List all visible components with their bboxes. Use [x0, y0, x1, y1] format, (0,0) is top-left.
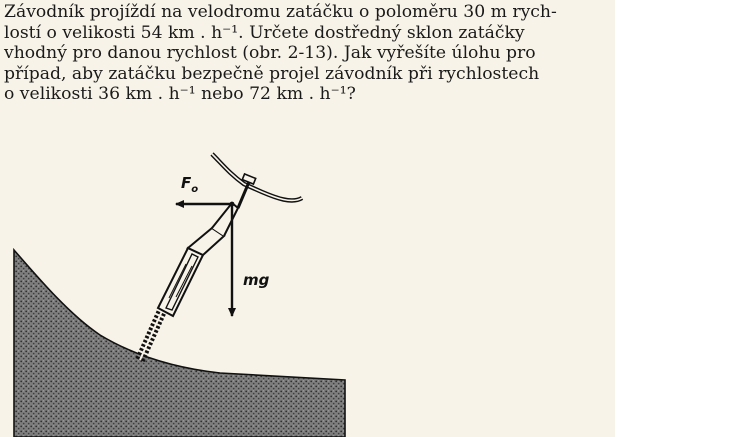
force-label: $F_o$ [181, 174, 199, 195]
problem-line-1: Závodník projíždí na velodromu zatáčku o poloměru 30 m rych- [4, 2, 557, 22]
problem-line-2: lostí o velikosti 54 km . h⁻¹. Určete dostředný sklon zatáčky [4, 22, 525, 43]
problem-text [4, 2, 600, 105]
problem-line-5: o velikosti 36 km . h⁻¹ nebo 72 km . h⁻¹? [4, 84, 356, 104]
problem-line-3: vhodný pro danou rychlost (obr. 2-13). Jak vyřešíte úlohu pro [4, 43, 536, 63]
weight-label: mg [243, 271, 270, 289]
velodrome-figure [0, 140, 360, 437]
problem-line-4: případ, aby zatáčku bezpečně projel závodník při rychlostech [4, 63, 540, 84]
cyclist-bicycle [140, 154, 302, 360]
